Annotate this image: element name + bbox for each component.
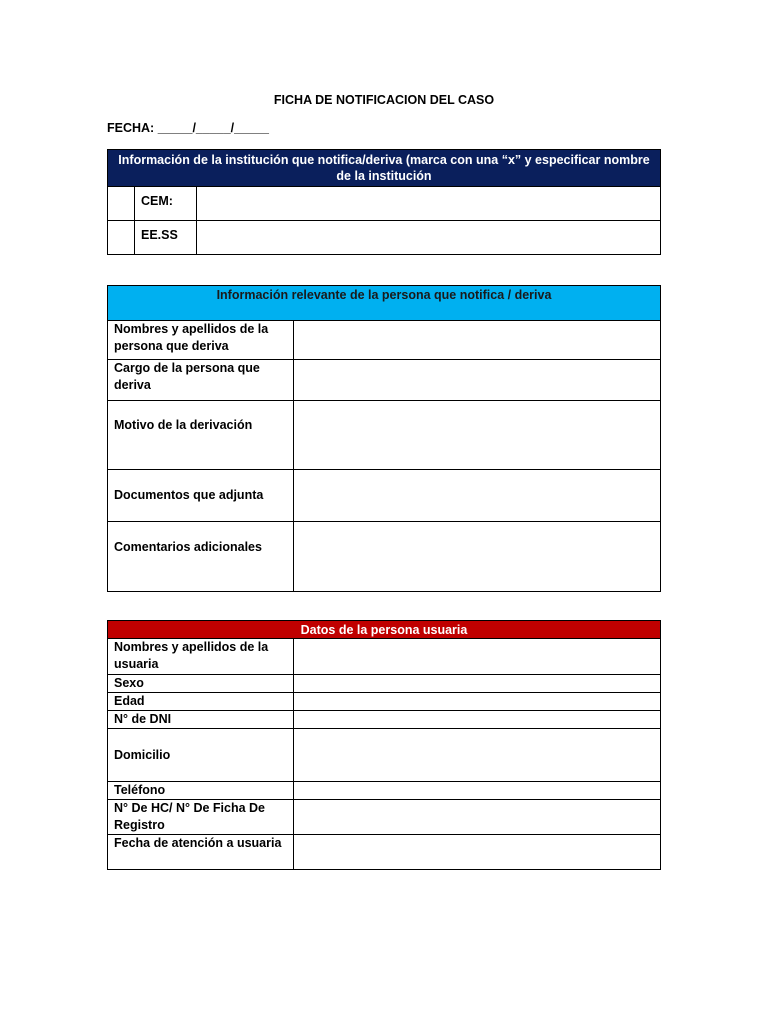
- eess-name-field[interactable]: [197, 221, 661, 255]
- row-label: Motivo de la derivación: [108, 401, 294, 470]
- nombres-usuaria-field[interactable]: [294, 639, 661, 675]
- table-row: [108, 401, 661, 470]
- institucion-table: [107, 149, 661, 255]
- domicilio-field[interactable]: [294, 729, 661, 782]
- table-row: [108, 711, 661, 729]
- hc-ficha-field[interactable]: [294, 800, 661, 835]
- table-row: [108, 693, 661, 711]
- institucion-row-cem: [108, 187, 661, 221]
- table-row: [108, 675, 661, 693]
- fecha-field[interactable]: FECHA: _____/_____/_____: [107, 121, 269, 135]
- table-row: [108, 321, 661, 360]
- eess-checkbox-cell[interactable]: [108, 221, 135, 255]
- cargo-field[interactable]: [294, 360, 661, 401]
- row-label: Nombres y apellidos de la persona que deriva: [108, 321, 294, 360]
- row-label: Edad: [108, 693, 294, 711]
- table-row: [108, 360, 661, 401]
- row-label: Nombres y apellidos de la usuaria: [108, 639, 294, 675]
- edad-field[interactable]: [294, 693, 661, 711]
- table-row: [108, 835, 661, 870]
- institucion-header: Información de la institución que notifica/deriva (marca con una “x” y especificar nombre de la institución: [108, 150, 661, 187]
- row-label: N° De HC/ N° De Ficha De Registro: [108, 800, 294, 835]
- row-label: Cargo de la persona que deriva: [108, 360, 294, 401]
- persona-notifica-table: [107, 285, 661, 592]
- table-row: [108, 470, 661, 522]
- row-label: Fecha de atención a usuaria: [108, 835, 294, 870]
- table-row: [108, 729, 661, 782]
- document-title: FICHA DE NOTIFICACION DEL CASO: [273, 93, 495, 107]
- row-label: Teléfono: [108, 782, 294, 800]
- row-label: Documentos que adjunta: [108, 470, 294, 522]
- institucion-row-eess: [108, 221, 661, 255]
- telefono-field[interactable]: [294, 782, 661, 800]
- table-row: [108, 800, 661, 835]
- cem-label: CEM:: [135, 187, 197, 221]
- eess-label: EE.SS: [135, 221, 197, 255]
- row-label: N° de DNI: [108, 711, 294, 729]
- usuaria-table: [107, 620, 661, 870]
- table-row: [108, 782, 661, 800]
- cem-name-field[interactable]: [197, 187, 661, 221]
- cem-checkbox-cell[interactable]: [108, 187, 135, 221]
- sexo-field[interactable]: [294, 675, 661, 693]
- usuaria-header: Datos de la persona usuaria: [108, 621, 661, 639]
- table-row: [108, 639, 661, 675]
- documentos-field[interactable]: [294, 470, 661, 522]
- table-row: [108, 522, 661, 592]
- comentarios-field[interactable]: [294, 522, 661, 592]
- persona-notifica-header: Información relevante de la persona que notifica / deriva: [108, 286, 661, 321]
- row-label: Sexo: [108, 675, 294, 693]
- fecha-atencion-field[interactable]: [294, 835, 661, 870]
- row-label: Comentarios adicionales: [108, 522, 294, 592]
- nombres-deriva-field[interactable]: [294, 321, 661, 360]
- dni-field[interactable]: [294, 711, 661, 729]
- motivo-field[interactable]: [294, 401, 661, 470]
- row-label: Domicilio: [108, 729, 294, 782]
